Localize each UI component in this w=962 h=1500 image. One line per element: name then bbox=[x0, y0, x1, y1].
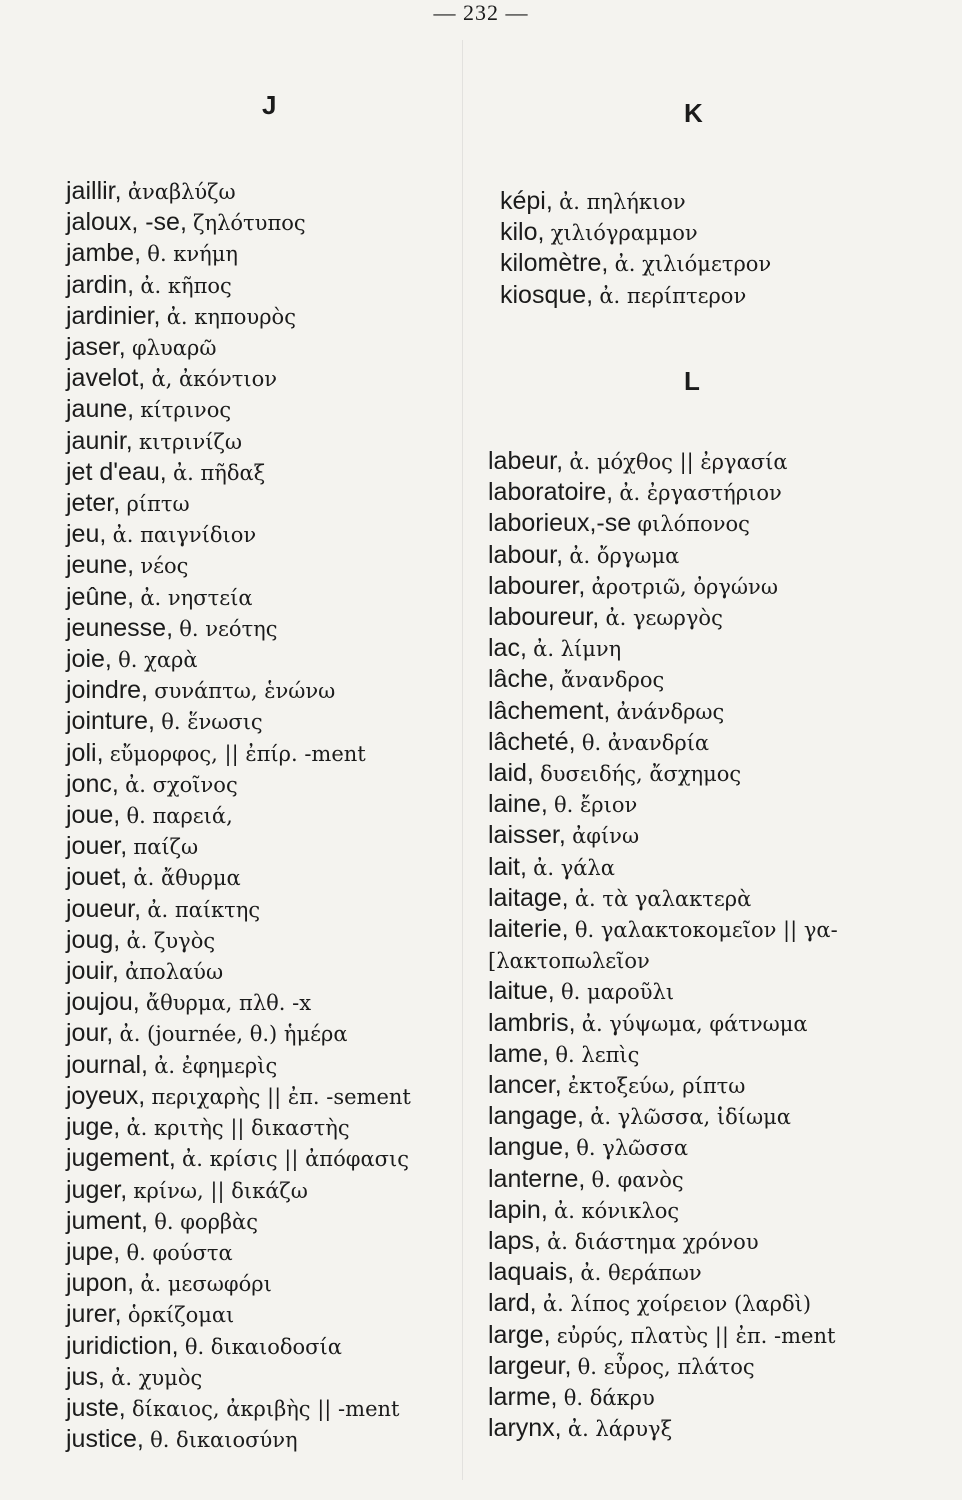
entry-headword: journal, bbox=[66, 1050, 148, 1079]
entry-translation: ἀ. παιγνίδιον bbox=[112, 523, 257, 548]
entry-headword: képi, bbox=[500, 187, 553, 215]
entry-headword: lancer, bbox=[488, 1071, 562, 1100]
entry-headword: largeur, bbox=[488, 1351, 572, 1380]
dictionary-entry bbox=[500, 217, 771, 248]
dictionary-entry bbox=[66, 738, 411, 769]
dictionary-entry bbox=[488, 1413, 838, 1444]
dictionary-entry bbox=[66, 894, 411, 925]
entry-translation: θ. ἀνανδρία bbox=[581, 730, 710, 755]
dictionary-entry bbox=[66, 1143, 411, 1174]
entry-headword: labourer, bbox=[488, 571, 586, 600]
entry-translation: εὔμορφος, || ἐπίρ. -ment bbox=[109, 741, 366, 766]
entry-translation: ἀ. μεσωφόρι bbox=[140, 1272, 272, 1297]
entry-headword: jaunir, bbox=[66, 426, 133, 455]
entry-translation: ἀ. ἐφημερὶς bbox=[154, 1053, 278, 1078]
entry-headword: lapin, bbox=[488, 1195, 548, 1224]
entry-translation: ἀ. ἄθυρμα bbox=[133, 866, 241, 891]
dictionary-entry bbox=[488, 1195, 838, 1226]
entry-translation: ἀ. σχοῖνος bbox=[125, 772, 238, 797]
entry-headword: joue, bbox=[66, 801, 121, 830]
entry-headword: laitage, bbox=[488, 883, 569, 912]
dictionary-entry bbox=[488, 1039, 838, 1070]
dictionary-entry bbox=[500, 280, 771, 311]
entry-translation: θ. νεότης bbox=[179, 616, 278, 641]
entry-headword: juger, bbox=[66, 1175, 128, 1204]
dictionary-entry bbox=[488, 1288, 838, 1319]
entry-headword: juridiction, bbox=[66, 1331, 179, 1360]
entry-translation: θ. κνήμη bbox=[147, 242, 238, 267]
entry-translation: ἀ. χιλιόμετρον bbox=[614, 252, 772, 277]
entry-translation: ἀ. ὄργωμα bbox=[569, 543, 680, 568]
entry-headword: kiosque, bbox=[500, 280, 594, 309]
dictionary-entry bbox=[66, 363, 411, 394]
entry-translation: ἀ. ἐργαστήριον bbox=[619, 481, 782, 506]
entry-translation: ἄνανδρος bbox=[560, 668, 665, 693]
entry-headword: jus, bbox=[66, 1362, 105, 1391]
dictionary-entry bbox=[66, 644, 411, 675]
entry-headword: laisser, bbox=[488, 821, 566, 850]
dictionary-entry bbox=[66, 675, 411, 706]
entry-translation: ἀροτριῶ, ὀργώνω bbox=[591, 574, 778, 599]
entry-headword: laitue, bbox=[488, 977, 555, 1006]
dictionary-entry bbox=[488, 976, 838, 1007]
dictionary-entry bbox=[66, 613, 411, 644]
entry-headword: lac, bbox=[488, 634, 527, 663]
entry-translation: ἀ. διάστημα χρόνου bbox=[547, 1230, 759, 1255]
entry-headword: kilo, bbox=[500, 218, 545, 247]
entry-translation: θ. γλῶσσα bbox=[576, 1136, 689, 1161]
dictionary-entry bbox=[500, 248, 771, 279]
entry-headword: jouer, bbox=[66, 832, 128, 861]
dictionary-entry bbox=[66, 550, 411, 581]
entry-translation: ἀπολαύω bbox=[125, 960, 224, 985]
entry-translation: κρίνω, || δικάζω bbox=[133, 1178, 308, 1203]
entry-translation: περιχαρὴς || ἐπ. -sement bbox=[151, 1084, 411, 1109]
entry-headword: laps, bbox=[488, 1227, 541, 1256]
dictionary-entry bbox=[488, 477, 838, 508]
entry-translation: [λακτοπωλεῖον bbox=[488, 949, 650, 974]
entry-headword: lard, bbox=[488, 1289, 537, 1318]
dictionary-entry bbox=[488, 540, 838, 571]
entry-headword: jupe, bbox=[66, 1237, 121, 1266]
entry-translation: ἀ. θεράπων bbox=[580, 1261, 702, 1286]
entry-translation: ἀ. ζυγὸς bbox=[126, 928, 216, 953]
page-number: — 232 — bbox=[433, 0, 529, 25]
dictionary-entry bbox=[66, 301, 411, 332]
entry-translation: θ. δάκρυ bbox=[563, 1386, 655, 1411]
dictionary-entry bbox=[488, 820, 838, 851]
entry-headword: jeunesse, bbox=[66, 613, 174, 642]
entry-translation: ἀ. γεωργὸς bbox=[605, 606, 723, 631]
entry-headword: jour, bbox=[66, 1019, 114, 1048]
dictionary-entry bbox=[66, 987, 411, 1018]
dictionary-entry bbox=[66, 176, 411, 207]
entry-headword: jet d'eau, bbox=[66, 457, 167, 486]
dictionary-entry bbox=[66, 426, 411, 457]
entry-translation: ἀ. νηστεία bbox=[140, 585, 253, 610]
dictionary-entry bbox=[66, 925, 411, 956]
entry-headword: labour, bbox=[488, 540, 564, 569]
entry-headword: lâcheté, bbox=[488, 727, 576, 756]
entry-translation: θ. δικαιοδοσία bbox=[184, 1334, 342, 1359]
entry-translation: ἀ, ἀκόντιον bbox=[151, 367, 277, 392]
entry-translation: ἀ. γλῶσσα, ἰδίωμα bbox=[590, 1105, 791, 1130]
dictionary-entry bbox=[488, 1164, 838, 1195]
entry-translation: ρίπτω bbox=[126, 492, 190, 517]
entry-translation: ἀ. μόχθος || ἐργασία bbox=[569, 450, 788, 474]
entry-list-j bbox=[66, 176, 411, 1455]
entry-translation: θ. ἕνωσις bbox=[161, 710, 263, 735]
dictionary-entry bbox=[66, 332, 411, 363]
entry-headword: jeter, bbox=[66, 489, 121, 518]
entry-translation: ἀ. γάλα bbox=[533, 855, 615, 880]
dictionary-entry bbox=[488, 446, 838, 477]
dictionary-entry bbox=[66, 207, 411, 238]
entry-headword: lâchement, bbox=[488, 696, 611, 725]
dictionary-entry bbox=[66, 706, 411, 737]
entry-translation: ἀ. κρίσις || ἀπόφασις bbox=[182, 1147, 409, 1172]
entry-headword: jardin, bbox=[66, 270, 135, 299]
entry-headword: juste, bbox=[66, 1393, 126, 1422]
entry-translation: θ. λεπὶς bbox=[555, 1042, 640, 1067]
entry-translation: κίτρινος bbox=[140, 398, 232, 423]
entry-headword: langue, bbox=[488, 1133, 571, 1162]
entry-headword: laborieux,-se bbox=[488, 509, 632, 538]
entry-headword: jointure, bbox=[66, 707, 155, 736]
entry-headword: jaloux, -se, bbox=[66, 208, 187, 237]
entry-translation: ἀ. παίκτης bbox=[147, 897, 261, 922]
entry-translation: ἀναβλύζω bbox=[127, 180, 236, 204]
section-heading-j: J bbox=[262, 90, 277, 120]
entry-headword: lait, bbox=[488, 852, 527, 881]
entry-headword: javelot, bbox=[66, 364, 146, 393]
entry-headword: joug, bbox=[66, 925, 121, 954]
entry-translation: δυσειδής, ἄσχημος bbox=[540, 762, 742, 787]
dictionary-entry bbox=[488, 1320, 838, 1351]
entry-translation: ἀφίνω bbox=[572, 824, 640, 849]
dictionary-entry bbox=[66, 238, 411, 269]
entry-headword: jeûne, bbox=[66, 582, 135, 611]
entry-translation: ἀ. τὰ γαλακτερὰ bbox=[574, 886, 752, 911]
entry-translation: ἀ. κῆπος bbox=[140, 273, 232, 298]
entry-headword: kilomètre, bbox=[500, 249, 609, 278]
entry-headword: jouir, bbox=[66, 957, 119, 986]
entry-translation: ἀ. κριτὴς || δικαστὴς bbox=[126, 1116, 350, 1141]
entry-translation: ἀ. πῆδαξ bbox=[172, 460, 266, 485]
entry-translation: ἀ. χυμὸς bbox=[111, 1365, 203, 1390]
entry-translation: ἀ. πηλήκιον bbox=[559, 190, 686, 214]
entry-headword: joindre, bbox=[66, 676, 148, 705]
entry-headword: laboratoire, bbox=[488, 478, 614, 507]
dictionary-entry bbox=[66, 582, 411, 613]
dictionary-entry bbox=[488, 1351, 838, 1382]
entry-translation: θ. παρειά, bbox=[126, 804, 233, 829]
entry-translation: ἀ. λάρυγξ bbox=[567, 1417, 673, 1442]
dictionary-entry bbox=[66, 488, 411, 519]
dictionary-entry bbox=[66, 1112, 411, 1143]
dictionary-entry bbox=[66, 1268, 411, 1299]
entry-headword: lanterne, bbox=[488, 1164, 586, 1193]
entry-translation: νέος bbox=[140, 554, 189, 579]
entry-headword: joie, bbox=[66, 645, 112, 674]
dictionary-entry bbox=[488, 727, 838, 758]
entry-headword: jouet, bbox=[66, 863, 128, 892]
dictionary-entry bbox=[488, 758, 838, 789]
dictionary-entry bbox=[66, 1175, 411, 1206]
entry-translation: θ. φούστα bbox=[126, 1240, 233, 1265]
dictionary-entry bbox=[66, 862, 411, 893]
dictionary-entry bbox=[66, 457, 411, 488]
entry-translation: θ. εὖρος, πλάτος bbox=[577, 1354, 755, 1379]
entry-translation: ἀ. γύψωμα, φάτνωμα bbox=[581, 1011, 808, 1036]
entry-translation: φιλόπονος bbox=[637, 512, 750, 537]
entry-translation: θ. φανὸς bbox=[591, 1167, 684, 1192]
entry-headword: jaune, bbox=[66, 395, 135, 424]
dictionary-entry bbox=[66, 1393, 411, 1424]
entry-headword: juge, bbox=[66, 1113, 121, 1142]
entry-translation: ἀνάνδρως bbox=[616, 699, 725, 724]
entry-translation: ὁρκίζομαι bbox=[127, 1303, 235, 1328]
dictionary-entry bbox=[66, 800, 411, 831]
dictionary-entry bbox=[488, 696, 838, 727]
entry-translation: ζηλότυπος bbox=[193, 211, 306, 236]
entry-headword: jardinier, bbox=[66, 301, 161, 330]
entry-headword: laine, bbox=[488, 790, 548, 819]
entry-translation: θ. γαλακτοκομεῖον || γα- bbox=[574, 918, 838, 943]
entry-headword: jaser, bbox=[66, 333, 126, 362]
entry-headword: joyeux, bbox=[66, 1081, 146, 1110]
dictionary-entry bbox=[66, 769, 411, 800]
dictionary-entry bbox=[488, 883, 838, 914]
dictionary-entry bbox=[488, 1257, 838, 1288]
entry-headword: labeur, bbox=[488, 447, 564, 475]
entry-translation: ἄθυρμα, πλθ. -x bbox=[145, 991, 312, 1016]
entry-headword: justice, bbox=[66, 1425, 144, 1454]
dictionary-entry bbox=[66, 1206, 411, 1237]
entry-headword: jambe, bbox=[66, 239, 142, 268]
entry-headword: jaillir, bbox=[66, 177, 122, 205]
entry-headword: lâche, bbox=[488, 665, 555, 694]
entry-list-k bbox=[500, 186, 771, 311]
entry-headword: jugement, bbox=[66, 1144, 176, 1173]
dictionary-entry bbox=[488, 1008, 838, 1039]
entry-headword: jupon, bbox=[66, 1269, 135, 1298]
dictionary-entry bbox=[488, 602, 838, 633]
entry-translation: θ. μαροῦλι bbox=[560, 980, 675, 1005]
entry-headword: larynx, bbox=[488, 1414, 562, 1443]
entry-translation: φλυαρῶ bbox=[132, 336, 217, 361]
entry-headword: jeune, bbox=[66, 551, 135, 580]
entry-translation: ἀ. κηπουρὸς bbox=[166, 304, 296, 329]
entry-translation: θ. δικαιοσύνη bbox=[150, 1428, 298, 1453]
entry-headword: lambris, bbox=[488, 1008, 576, 1037]
dictionary-entry bbox=[488, 1132, 838, 1163]
entry-translation: παίζω bbox=[133, 835, 199, 860]
dictionary-entry bbox=[66, 1237, 411, 1268]
dictionary-entry bbox=[488, 1226, 838, 1257]
entry-translation: χιλιόγραμμον bbox=[550, 221, 698, 246]
entry-headword: laboureur, bbox=[488, 603, 600, 632]
dictionary-entry bbox=[66, 1018, 411, 1049]
entry-translation: ἀ. κόνικλος bbox=[554, 1198, 680, 1223]
entry-headword: joujou, bbox=[66, 988, 140, 1017]
section-heading-l: L bbox=[684, 366, 700, 396]
entry-translation: θ. ἔριον bbox=[554, 793, 638, 818]
entry-headword: large, bbox=[488, 1320, 551, 1349]
entry-translation: ἀ. λίπος χοίρειον (λαρδὶ) bbox=[542, 1292, 812, 1317]
entry-translation: ἀ. περίπτερον bbox=[599, 283, 747, 308]
dictionary-entry bbox=[66, 1331, 411, 1362]
dictionary-entry bbox=[66, 519, 411, 550]
entry-translation: συνάπτω, ἑνώνω bbox=[154, 679, 336, 704]
dictionary-entry bbox=[488, 508, 838, 539]
entry-translation: ἀ. (journée, θ.) ἡμέρα bbox=[119, 1022, 348, 1047]
entry-translation: θ. φορβὰς bbox=[154, 1209, 259, 1234]
dictionary-entry bbox=[488, 914, 838, 945]
dictionary-entry bbox=[488, 945, 838, 976]
entry-headword: joueur, bbox=[66, 894, 142, 923]
dictionary-entry bbox=[66, 1050, 411, 1081]
dictionary-entry bbox=[66, 1081, 411, 1112]
dictionary-entry bbox=[488, 1382, 838, 1413]
entry-headword: laid, bbox=[488, 759, 534, 788]
dictionary-entry bbox=[488, 571, 838, 602]
dictionary-entry bbox=[66, 956, 411, 987]
dictionary-entry bbox=[66, 1299, 411, 1330]
entry-headword: joli, bbox=[66, 738, 104, 767]
entry-translation: εὐρύς, πλατὺς || ἐπ. -ment bbox=[556, 1323, 836, 1348]
entry-headword: larme, bbox=[488, 1383, 558, 1412]
dictionary-entry bbox=[488, 789, 838, 820]
entry-headword: lame, bbox=[488, 1039, 550, 1068]
entry-headword: laiterie, bbox=[488, 915, 569, 944]
dictionary-entry bbox=[488, 1070, 838, 1101]
entry-translation: ἐκτοξεύω, ρίπτω bbox=[567, 1074, 746, 1099]
entry-translation: ἀ. λίμνη bbox=[533, 637, 622, 662]
page-fold-shadow bbox=[462, 40, 463, 1480]
entry-headword: laquais, bbox=[488, 1258, 575, 1287]
dictionary-entry bbox=[66, 831, 411, 862]
dictionary-entry bbox=[488, 852, 838, 883]
dictionary-entry bbox=[66, 1424, 411, 1455]
entry-translation: κιτρινίζω bbox=[138, 429, 243, 454]
dictionary-entry bbox=[488, 664, 838, 695]
section-heading-k: K bbox=[684, 98, 703, 128]
entry-translation: δίκαιος, ἀκριβὴς || -ment bbox=[132, 1396, 400, 1421]
dictionary-entry bbox=[500, 186, 771, 217]
dictionary-entry bbox=[66, 394, 411, 425]
entry-headword: jurer, bbox=[66, 1300, 122, 1329]
entry-headword: langage, bbox=[488, 1102, 584, 1131]
dictionary-entry bbox=[488, 633, 838, 664]
entry-headword: jument, bbox=[66, 1206, 148, 1235]
entry-translation: θ. χαρὰ bbox=[118, 648, 198, 673]
dictionary-entry bbox=[66, 1362, 411, 1393]
entry-list-l bbox=[488, 446, 838, 1445]
entry-headword: jeu, bbox=[66, 520, 107, 549]
dictionary-entry bbox=[488, 1101, 838, 1132]
dictionary-entry bbox=[66, 270, 411, 301]
entry-headword: jonc, bbox=[66, 769, 119, 798]
